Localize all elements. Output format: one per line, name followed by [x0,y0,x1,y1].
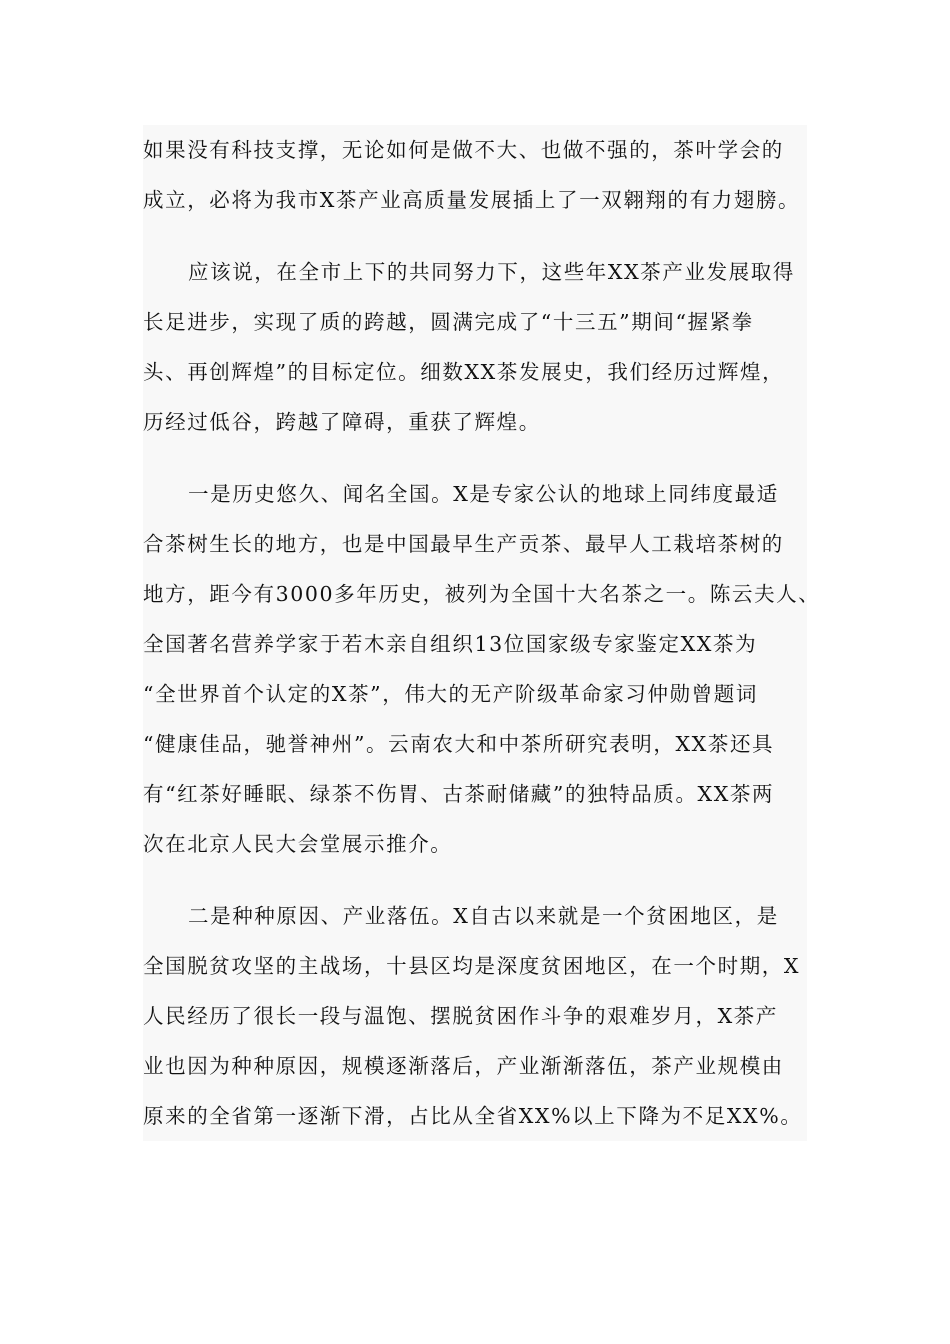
text-line: 历经过低谷，跨越了障碍，重获了辉煌。 [143,410,541,434]
paragraph-2 [143,247,807,447]
text-line: 地方，距今有3000多年历史，被列为全国十大名茶之一。陈云夫人、 [143,582,821,606]
paragraph-spacer [143,869,807,891]
text-line: “健康佳品，驰誉神州”。云南农大和中茶所研究表明，XX茶还具 [143,732,775,756]
text-line: 次在北京人民大会堂展示推介。 [143,832,453,856]
text-line: 如果没有科技支撑，无论如何是做不大、也做不强的，茶叶学会的 [143,138,784,162]
text-line: 二是种种原因、产业落伍。X自古以来就是一个贫困地区，是 [188,904,779,928]
text-line: 应该说，在全市上下的共同努力下，这些年XX茶产业发展取得 [188,260,795,284]
text-line: “全世界首个认定的X茶”，伟大的无产阶级革命家习仲勋曾题词 [143,682,758,706]
paragraph-1 [143,125,807,225]
text-line: 有“红茶好睡眠、绿茶不伤胃、古茶耐储藏”的独特品质。XX茶两 [143,782,775,806]
text-line: 成立，必将为我市X茶产业高质量发展插上了一双翱翔的有力翅膀。 [143,188,801,212]
text-line: 合茶树生长的地方，也是中国最早生产贡茶、最早人工栽培茶树的 [143,532,784,556]
text-line: 一是历史悠久、闻名全国。X是专家公认的地球上同纬度最适 [188,482,779,506]
paragraph-3 [143,469,821,869]
paragraph-spacer [143,225,807,247]
text-line: 人民经历了很长一段与温饱、摆脱贫困作斗争的艰难岁月，X茶产 [143,1004,778,1028]
text-line: 全国著名营养学家于若木亲自组织13位国家级专家鉴定XX茶为 [143,632,758,656]
paragraph-spacer [143,447,807,469]
text-line: 业也因为种种原因，规模逐渐落后，产业渐渐落伍，茶产业规模由 [143,1054,784,1078]
text-line: 原来的全省第一逐渐下滑，占比从全省XX%以上下降为不足XX%。 [143,1104,803,1128]
text-line: 长足进步，实现了质的跨越，圆满完成了“十三五”期间“握紧拳 [143,310,754,334]
paragraph-4 [143,891,807,1141]
text-line: 头、再创辉煌”的目标定位。细数XX茶发展史，我们经历过辉煌， [143,360,785,384]
document-body [143,125,821,1141]
text-line: 全国脱贫攻坚的主战场，十县区均是深度贫困地区，在一个时期，X [143,954,801,978]
